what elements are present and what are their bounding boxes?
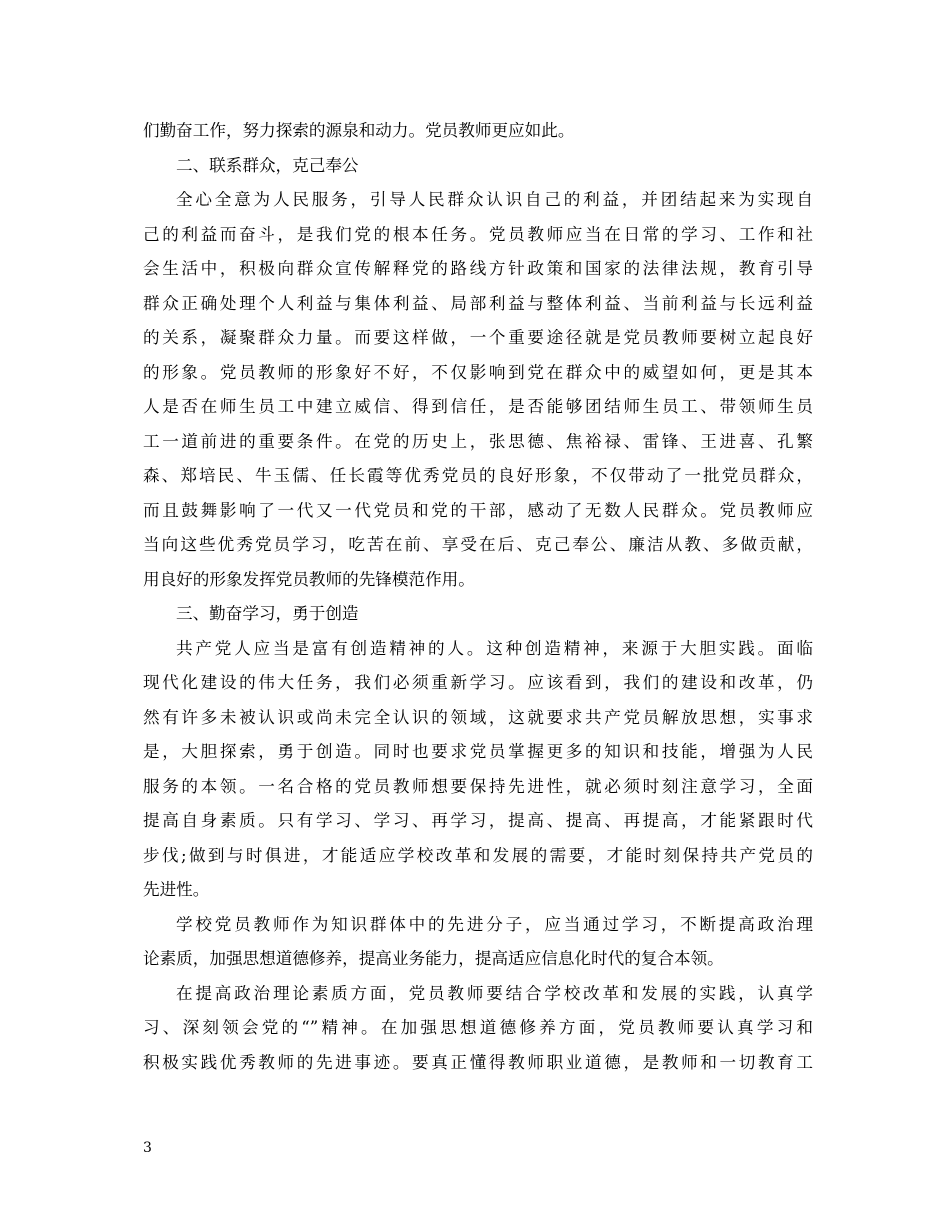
text-line: 二、联系群众，克己奉公 bbox=[176, 155, 359, 175]
text-line: 积极实践优秀教师的先进事迹。要真正懂得教师职业道德，是教师和一切教育工 bbox=[143, 1052, 813, 1072]
text-line: 而且鼓舞影响了一代又一代党员和党的干部，感动了无数人民群众。党员教师应 bbox=[143, 500, 813, 520]
text-line: 步伐;做到与时俱进，才能适应学校改革和发展的需要，才能时刻保持共产党员的 bbox=[143, 845, 813, 865]
text-line: 先进性。 bbox=[143, 880, 210, 899]
text-line: 用良好的形象发挥党员教师的先锋模范作用。 bbox=[143, 569, 475, 589]
text-line: 己的利益而奋斗，是我们党的根本任务。党员教师应当在日常的学习、工作和社 bbox=[143, 224, 813, 244]
text-line: 会生活中，积极向群众宣传解释党的路线方针政策和国家的法律法规，教育引导 bbox=[143, 259, 813, 278]
text-line: 的关系，凝聚群众力量。而要这样做，一个重要途径就是党员教师要树立起良好 bbox=[143, 328, 813, 347]
text-line: 人是否在师生员工中建立威信、得到信任，是否能够团结师生员工、带领师生员 bbox=[143, 397, 813, 416]
text-line: 论素质，加强思想道德修养，提高业务能力，提高适应信息化时代的复合本领。 bbox=[143, 949, 724, 968]
text-line: 森、郑培民、牛玉儒、任长霞等优秀党员的良好形象，不仅带动了一批党员群众， bbox=[143, 466, 813, 485]
text-line: 服务的本领。一名合格的党员教师想要保持先进性，就必须时刻注意学习，全面 bbox=[143, 776, 813, 796]
text-line: 然有许多未被认识或尚未完全认识的领域，这就要求共产党员解放思想，实事求 bbox=[143, 707, 813, 727]
text-line: 提高自身素质。只有学习、学习、再学习，提高、提高、再提高，才能紧跟时代 bbox=[143, 811, 813, 830]
document-body bbox=[143, 114, 813, 1080]
text-line: 习、深刻领会党的“”精神。在加强思想道德修养方面，党员教师要认真学习和 bbox=[143, 1018, 813, 1037]
text-line: 的形象。党员教师的形象好不好，不仅影响到党在群众中的威望如何，更是其本 bbox=[143, 362, 813, 382]
text-line: 工一道前进的重要条件。在党的历史上，张思德、焦裕禄、雷锋、王进喜、孔繁 bbox=[143, 431, 813, 451]
text-line: 现代化建设的伟大任务，我们必须重新学习。应该看到，我们的建设和改革，仍 bbox=[143, 673, 813, 692]
page-number: 3 bbox=[143, 1140, 152, 1156]
text-line: 共产党人应当是富有创造精神的人。这种创造精神，来源于大胆实践。面临 bbox=[176, 638, 813, 658]
text-line: 群众正确处理个人利益与集体利益、局部利益与整体利益、当前利益与长远利益 bbox=[143, 293, 813, 313]
text-line: 在提高政治理论素质方面，党员教师要结合学校改革和发展的实践，认真学 bbox=[176, 983, 813, 1003]
text-line: 是，大胆探索，勇于创造。同时也要求党员掌握更多的知识和技能，增强为人民 bbox=[143, 742, 813, 761]
text-line: 们勤奋工作，努力探索的源泉和动力。党员教师更应如此。 bbox=[143, 121, 575, 140]
text-line: 当向这些优秀党员学习，吃苦在前、享受在后、克己奉公、廉洁从教、多做贡献， bbox=[143, 535, 813, 554]
text-line: 全心全意为人民服务，引导人民群众认识自己的利益，并团结起来为实现自 bbox=[176, 190, 813, 209]
text-line: 三、勤奋学习，勇于创造 bbox=[176, 604, 359, 623]
text-line: 学校党员教师作为知识群体中的先进分子，应当通过学习，不断提高政治理 bbox=[176, 914, 813, 934]
